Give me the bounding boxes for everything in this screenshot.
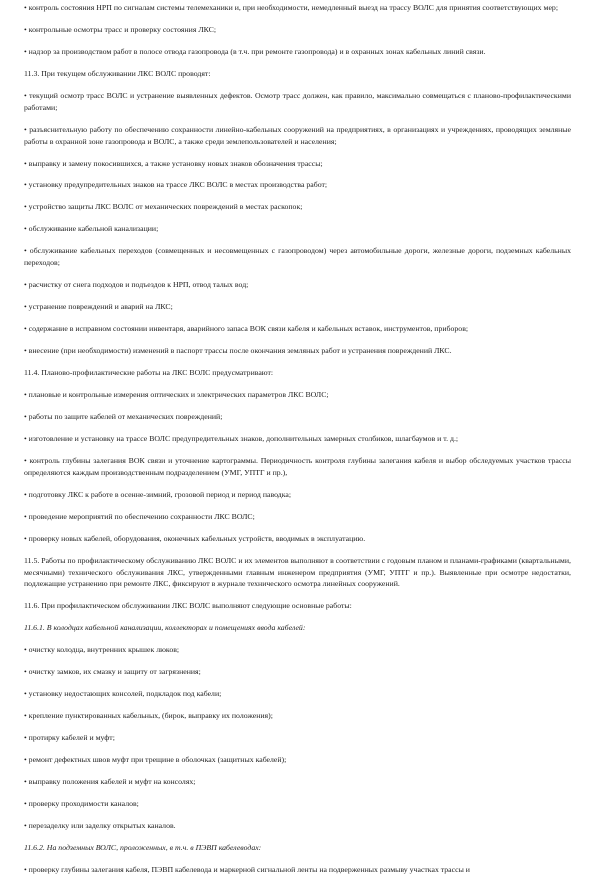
paragraph-35: • перезаделку или заделку открытых каналов. (24, 821, 176, 831)
paragraph-30: • крепление пунктированных кабельных, (бирок, выправку их положения); (24, 711, 273, 721)
section-11-5: 11.5. Работы по профилактическому обслуживанию ЛКС ВОЛС и их элементов выполняют в соответствии с годовым планом и планами-графиками (квартальными, месячными) технического обслуживания ЛКС, утвержденными главным инженером предприятия (УМГ, УПТГ и пр.). Выявленные при осмотре недостатки, подлежащие устранению при ремонте ЛКС, фиксируют в журнале технического осмотра линейных сооружений. (24, 555, 571, 589)
section-heading-11-3: 11.3. При текущем обслуживании ЛКС ВОЛС проводят: (24, 68, 211, 78)
subsection-11-6-2 (24, 842, 571, 854)
paragraph-32: • ремонт дефектных швов муфт при трещине в оболочках (защитных кабелей); (24, 755, 287, 765)
paragraph-12: • расчистку от снега подходов и подъездов к НРП, отвод талых вод; (24, 280, 249, 290)
paragraph-22: • проведение мероприятий по обеспечению сохранности ЛКС ВОЛС; (24, 511, 255, 521)
paragraph-27: • очистку колодца, внутренних крышек люков; (24, 645, 180, 655)
paragraph-2: • контрольные осмотры трасс и проверку состояния ЛКС; (24, 24, 217, 34)
paragraph-10: • обслуживание кабельной канализации; (24, 224, 159, 234)
paragraph-20: • контроль глубины залегания ВОК связи и уточнение картограммы. Периодичность контроля глубины залегания кабеля и выбор обследуемых участков трассы определяются каждым производственным подразделением (УМГ, УПТГ и пр.), (24, 456, 571, 477)
paragraph-1: • контроль состояния НРП по сигналам системы телемеханики и, при необходимости, немедленный выезд на трассу ВОЛС для принятия соответствующих мер; (24, 3, 558, 12)
paragraph-31: • протирку кабелей и муфт; (24, 733, 115, 743)
subsection-11-6-1-text: 11.6.1. В колодцах кабельной канализации, коллекторах и помещениях ввода кабелей: (24, 623, 306, 633)
paragraph-5: • текущий осмотр трасс ВОЛС и устранение выявленных дефектов. Осмотр трасс должен, как правило, максимально совмещаться с планово-профилактическими работами; (24, 90, 571, 112)
section-heading-11-6: 11.6. При профилактическом обслуживании ЛКС ВОЛС выполняют следующие основные работы: (24, 601, 352, 611)
paragraph-9: • устройство защиты ЛКС ВОЛС от механических повреждений в местах раскопок; (24, 202, 303, 212)
paragraph-28: • очистку замков, их смазку и защиту от загрязнения; (24, 667, 201, 677)
paragraph-8: • установку предупредительных знаков на трассе ЛКС ВОЛС в местах производства работ; (24, 180, 328, 190)
paragraph-29: • установку недостающих консолей, подкладок под кабели; (24, 689, 222, 699)
paragraph-3: • надзор за производством работ в полосе отвода газопровода (в т.ч. при ремонте газопровода) и в охранных зонах кабельных линий связи. (24, 46, 486, 56)
subsection-11-6-2-text: 11.6.2. На подземных ВОЛС, проложенных, в т.ч. в ПЭВП кабелеводах: (24, 843, 262, 853)
paragraph-34: • проверку проходимости каналов; (24, 799, 139, 809)
paragraph-15: • внесение (при необходимости) изменений в паспорт трассы после окончания земляных работ и устранения повреждений ЛКС. (24, 346, 452, 356)
paragraph-18: • работы по защите кабелей от механических повреждений; (24, 412, 223, 422)
paragraph-21: • подготовку ЛКС к работе в осенне-зимний, грозовой период и период паводка; (24, 489, 292, 499)
paragraph-37: • проверку глубины залегания кабеля, ПЭВП кабелевода и маркерной сигнальной ленты на подверженных размыву участках трассы и (24, 865, 470, 875)
paragraph-23: • проверку новых кабелей, оборудования, оконечных кабельных устройств, вводимых в эксплуатацию. (24, 533, 366, 543)
paragraph-7: • выправку и замену покосившихся, а также установку новых знаков обозначения трассы; (24, 158, 323, 168)
paragraph-13: • устранение повреждений и аварий на ЛКС; (24, 302, 173, 312)
paragraph-19: • изготовление и установку на трассе ВОЛС предупредительных знаков, дополнительных замерных столбиков, шлагбаумов и т. д.; (24, 434, 459, 444)
subsection-11-6-1 (24, 622, 571, 634)
paragraph-6: • разъяснительную работу по обеспечению сохранности линейно-кабельных сооружений на предприятиях, в организациях и учреждениях, проводящих земляные работы в охранной зоне газопровода и ВОЛС, а также среди землепользователей и населения; (24, 124, 571, 146)
paragraph-17: • плановые и контрольные измерения оптических и электрических параметров ЛКС ВОЛС; (24, 390, 329, 400)
section-heading-11-4: 11.4. Планово-профилактические работы на ЛКС ВОЛС предусматривают: (24, 368, 274, 378)
paragraph-14: • содержание в исправном состоянии инвентаря, аварийного запаса ВОК связи кабеля и кабельных вставок, инструментов, приборов; (24, 324, 469, 334)
paragraph-11: • обслуживание кабельных переходов (совмещенных и несовмещенных с газопроводом) через автомобильные дороги, железные дороги, подземных кабельных переходов; (24, 246, 571, 268)
paragraph-33: • выправку положения кабелей и муфт на консолях; (24, 777, 196, 787)
